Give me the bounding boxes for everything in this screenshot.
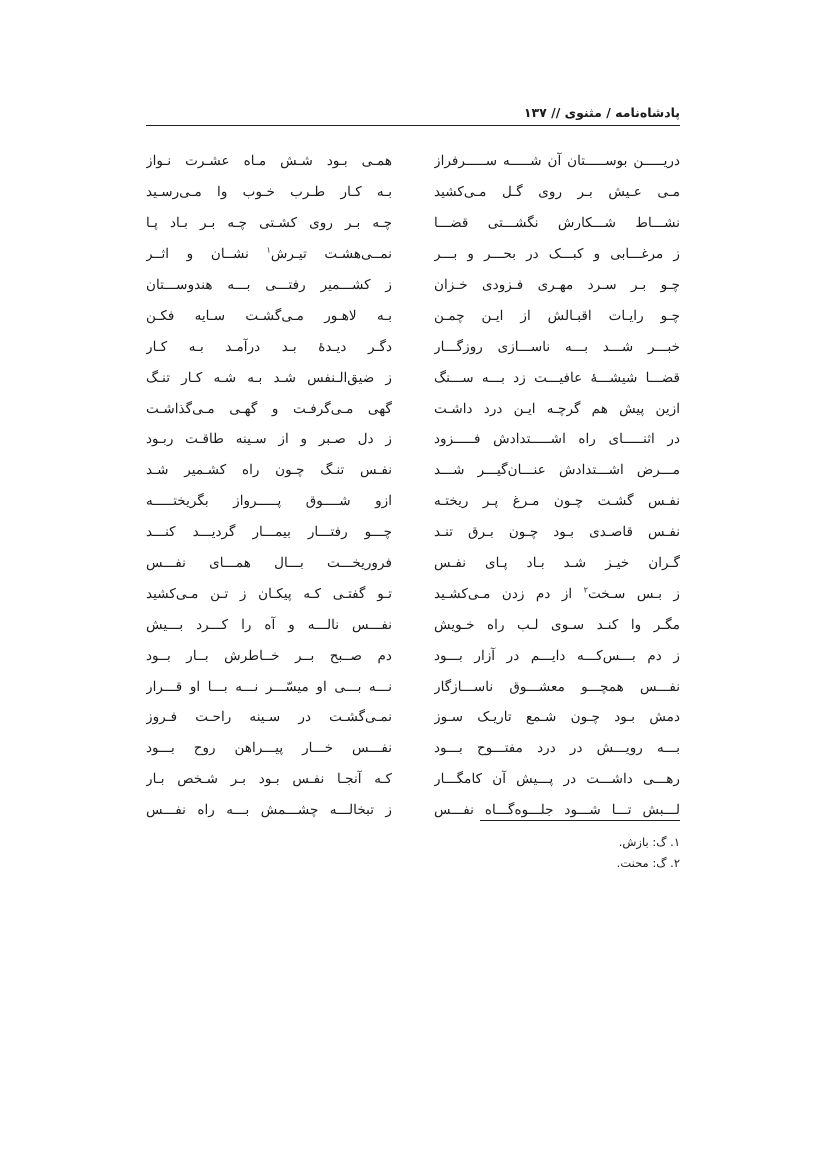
misra-left (146, 270, 392, 300)
misra-text: بـه لاهـور مـی‌گشـت سـایه فکـن (146, 307, 392, 324)
bayt (146, 270, 680, 301)
misra-right (434, 672, 680, 702)
misra-right (434, 455, 680, 485)
bayt (146, 764, 680, 795)
misra-left (146, 455, 392, 485)
misra-text: در اثنـــــای راه اشـــــتدادش فـــــزود (434, 431, 680, 448)
misra-text: کـه آنجـا نفـس بـود بـر شـخص بـار (146, 771, 392, 788)
footnotes (380, 832, 680, 874)
misra-text: نمـی‌گشـت در سـینه راحـت فـروز (146, 709, 392, 726)
misra-right (434, 301, 680, 331)
misra-text: بـــه رویـــش در درد مفتـــوح بـــود (434, 740, 680, 757)
misra-left (146, 764, 392, 794)
misra-left (146, 733, 392, 763)
misra-left (146, 702, 392, 732)
misra-left (146, 517, 392, 547)
misra-text-rest: نشــان و اثــر (146, 246, 267, 263)
misra-left (146, 486, 392, 516)
misra-text: گـران خیـز شـد بـاد پـای نفـس (434, 555, 680, 572)
misra-left (146, 672, 392, 702)
misra-right (434, 239, 680, 269)
footnote-marker: ۲ (583, 585, 588, 595)
bayt (146, 702, 680, 733)
misra-left (146, 579, 392, 609)
bayt (146, 362, 680, 393)
bayt (146, 239, 680, 270)
misra-right (434, 486, 680, 516)
misra-left (146, 363, 392, 393)
misra-text: نفـس گشـت چـون مـرغ پـر ریختـه (434, 493, 680, 510)
footnote-marker: ۱ (266, 245, 271, 255)
misra-left (146, 610, 392, 640)
misra-text: ز ضیق‌الـنفس شـد بـه شـه کـار تنـگ (146, 369, 392, 386)
misra-text: ز کشـــمیر رفتـــی بـــه هندوســـتان (146, 277, 392, 293)
misra-text: ز دل صـبر و از سـینه طاقـت ربـود (146, 431, 392, 448)
misra-text: نمــی‌هشـت تیـرش (270, 246, 392, 263)
misra-right (434, 579, 680, 609)
misra-text: نـــه بـــی او میسّـــر نـــه بـــا او قـــرار (146, 678, 392, 695)
misra-text: مگـر وا کنـد سـوی لـب راه خـویش (434, 616, 680, 633)
bayt (146, 393, 680, 424)
header-rule (146, 125, 680, 126)
misra-text: قضـــا شیشـــهٔ عافیـــت زد بـــه ســـنگ (434, 369, 680, 386)
misra-text: مـی عـیش بـر روی گـل مـی‌کشید (434, 184, 680, 201)
misra-right (434, 733, 680, 763)
misra-right (434, 146, 680, 176)
poem-body (146, 146, 680, 826)
misra-left (146, 239, 392, 269)
misra-right (434, 177, 680, 207)
misra-text: ز بـس سـخت (587, 585, 680, 602)
misra-left (146, 208, 392, 238)
misra-right (434, 208, 680, 238)
misra-text: چـه بـر روی کشـتی چـه بـر بـاد پـا (146, 215, 392, 232)
misra-left (146, 641, 392, 671)
bayt (146, 671, 680, 702)
misra-right (434, 702, 680, 732)
misra-text: تـو گفتـی کـه پیکـان ز تـن مـی‌کشید (146, 585, 392, 602)
running-header: پادشاه‌نامه / مثنوی // ۱۳۷ (523, 105, 680, 120)
misra-text: ز تبخالـــه چشـــمش بـــه راه نفـــس (146, 802, 392, 819)
bayt (146, 733, 680, 764)
misra-text: ازو شــــوق پـــــرواز بگریختـــــه (146, 493, 392, 510)
misra-text: چـو بـر سـرد مهـری فـزودی خـزان (434, 277, 680, 293)
misra-left (146, 548, 392, 578)
misra-text: نفـــس نالـــه و آه را کـــرد بـــیش (146, 616, 392, 633)
misra-right (434, 363, 680, 393)
misra-text: نفـــس خـــار پیـــراهن روح بـــود (146, 740, 392, 757)
misra-right (434, 270, 680, 300)
misra-text: دریـــــن بوســـــتان آن شـــــه ســـــرفراز (434, 153, 680, 170)
misra-text: چـــو رفتـــار بیمـــار گردیـــد کنـــد (146, 524, 392, 541)
bayt (146, 331, 680, 362)
misra-right (434, 332, 680, 362)
misra-left (146, 394, 392, 424)
bayt (146, 609, 680, 640)
misra-left (146, 301, 392, 331)
bayt (146, 146, 680, 177)
misra-text: ازین پیش هم گرچـه ایـن درد داشـت (434, 400, 680, 417)
footnote-rule (480, 820, 680, 821)
misra-text-rest: از دم زدن مـی‌کشـید (434, 585, 584, 602)
misra-text: نفـــس همچـــو معشـــوق ناســـازگار (434, 678, 680, 695)
misra-text: همـی بـود شـش مـاه عشـرت نـواز (146, 153, 392, 170)
misra-left (146, 795, 392, 825)
bayt (146, 578, 680, 609)
misra-text: دگـر دیـدهٔ بـد درآمـد بـه کـار (146, 338, 392, 355)
misra-left (146, 146, 392, 176)
misra-text: لـــبش تـــا شـــود جلـــوه‌گـــاه نفـــس (434, 802, 680, 819)
misra-text: چـو رایـات اقبـالش از ایـن چمـن (434, 307, 680, 324)
misra-text: ز دم بـــس‌کـــه دایـــم در آزار بـــود (434, 647, 680, 664)
misra-text: بـه کـار طـرب خـوب وا مـی‌رسـید (146, 184, 392, 201)
misra-left (146, 177, 392, 207)
misra-text: خبـــر شـــد بـــه ناســـازی روزگـــار (434, 338, 680, 355)
bayt (146, 548, 680, 579)
misra-right (434, 394, 680, 424)
misra-text: نفـس تنـگ چـون راه کشـمیر شـد (146, 462, 392, 479)
bayt (146, 455, 680, 486)
footnote-1: ۱. گ: بازش. (618, 835, 680, 849)
misra-text: فروریخـــت بـــال همـــای نفـــس (146, 555, 392, 572)
misra-text: مـــرض اشـــتدادش عنـــان‌گیـــر شـــد (434, 462, 680, 479)
misra-text: ز مرغـــابی و کبـــک در بحـــر و بـــر (434, 246, 680, 263)
misra-right (434, 641, 680, 671)
misra-text: رهـــی داشـــت در پـــیش آن کامگـــار (434, 771, 680, 788)
misra-right (434, 764, 680, 794)
bayt (146, 486, 680, 517)
misra-right (434, 517, 680, 547)
bayt (146, 300, 680, 331)
misra-text: گهی مـی‌گرفـت و گهـی مـی‌گذاشـت (146, 400, 392, 417)
bayt (146, 424, 680, 455)
misra-right (434, 610, 680, 640)
misra-right (434, 548, 680, 578)
bayt (146, 208, 680, 239)
footnote-2: ۲. گ: محنت. (616, 856, 680, 870)
misra-right (434, 424, 680, 454)
misra-left (146, 332, 392, 362)
misra-left (146, 424, 392, 454)
bayt (146, 177, 680, 208)
misra-text: دم صــبح بــر خــاطرش بــار بــود (146, 647, 392, 664)
misra-text: نفـس قاصـدی بـود چـون بـرق تنـد (434, 524, 680, 541)
misra-text: نشـــاط شـــکارش نگشـــتی قضـــا (434, 215, 680, 232)
bayt (146, 640, 680, 671)
bayt (146, 517, 680, 548)
misra-text: دمش بـود چـون شـمع تاریـک سـوز (434, 709, 680, 726)
